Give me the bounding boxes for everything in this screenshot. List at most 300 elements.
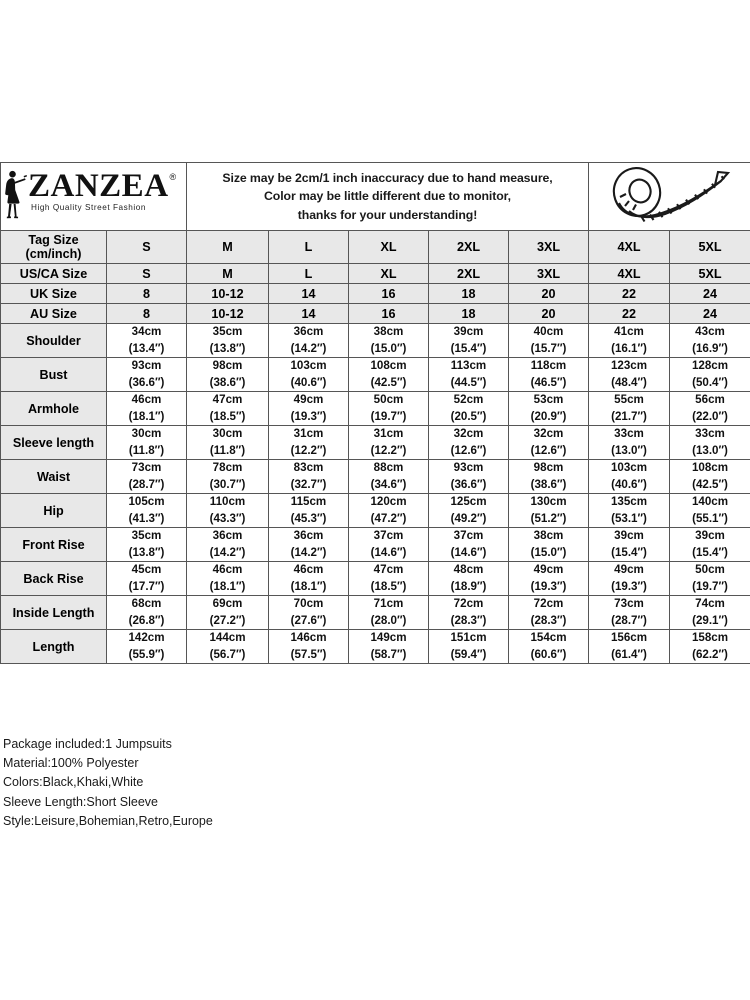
table-row-shoulder [1, 324, 750, 358]
value-inch: (43.3″) [209, 511, 246, 525]
cell-back-rise-0 [107, 562, 187, 596]
value-cm: 118cm [530, 359, 567, 372]
cell-armhole-3 [349, 392, 429, 426]
cell-hip-6 [589, 494, 670, 528]
table-row-armhole [1, 392, 750, 426]
cell-hip-2 [269, 494, 349, 528]
value-cm: 56cm [695, 393, 725, 406]
value-cm: 156cm [610, 631, 648, 644]
value-inch: (16.9″) [692, 341, 728, 355]
woman-silhouette-icon [1, 169, 27, 224]
row-label-us-ca-size: US/CA Size [1, 264, 107, 284]
value-cm: 39cm [695, 529, 725, 542]
table-row-au-size [1, 304, 750, 324]
row-label-back-rise: Back Rise [1, 562, 107, 596]
value-cm: 52cm [453, 393, 484, 406]
value-cm: 34cm [131, 325, 162, 338]
value-inch: (12.6″) [530, 443, 567, 457]
table-row-sleeve-length [1, 426, 750, 460]
value-inch: (42.5″) [692, 477, 728, 491]
table-row-inside-length [1, 596, 750, 630]
value-inch: (13.4″) [128, 341, 165, 355]
cell-waist-7 [670, 460, 750, 494]
value-cm: 32cm [533, 427, 564, 440]
cell-waist-6 [589, 460, 670, 494]
value-inch: (12.2″) [290, 443, 327, 457]
value-cm: 68cm [131, 597, 162, 610]
value-cm: 46cm [293, 563, 324, 576]
value-cm: 125cm [450, 495, 487, 508]
value-cm: 142cm [128, 631, 165, 644]
value-inch: (53.1″) [611, 511, 647, 525]
value-inch: (47.2″) [370, 511, 407, 525]
value-cm: 45cm [131, 563, 162, 576]
uk-size-m: 10-12 [187, 284, 269, 304]
cell-back-rise-6 [589, 562, 670, 596]
value-inch: (27.6″) [290, 613, 327, 627]
value-cm: 98cm [212, 359, 243, 372]
value-cm: 74cm [695, 597, 725, 610]
cell-inside-length-7 [670, 596, 750, 630]
row-label-tag-size [1, 231, 107, 264]
registered-trademark-icon: ® [169, 172, 177, 182]
cell-length-1 [187, 630, 269, 664]
cell-bust-4 [429, 358, 509, 392]
value-cm: 108cm [370, 359, 407, 372]
cell-inside-length-1 [187, 596, 269, 630]
cell-inside-length-2 [269, 596, 349, 630]
value-inch: (20.5″) [450, 409, 487, 423]
value-inch: (13.0″) [692, 443, 728, 457]
value-inch: (51.2″) [530, 511, 567, 525]
value-cm: 50cm [695, 563, 725, 576]
cell-armhole-1 [187, 392, 269, 426]
cell-hip-0 [107, 494, 187, 528]
cell-length-4 [429, 630, 509, 664]
value-inch: (20.9″) [530, 409, 567, 423]
au-size-xl: 16 [349, 304, 429, 324]
value-inch: (40.6″) [611, 477, 647, 491]
value-cm: 43cm [695, 325, 725, 338]
value-cm: 46cm [212, 563, 243, 576]
cell-waist-4 [429, 460, 509, 494]
value-cm: 123cm [610, 359, 648, 372]
value-cm: 149cm [370, 631, 407, 644]
value-cm: 30cm [212, 427, 243, 440]
cell-inside-length-5 [509, 596, 589, 630]
cell-armhole-0 [107, 392, 187, 426]
au-size-s: 8 [107, 304, 187, 324]
value-inch: (12.6″) [450, 443, 487, 457]
table-row-bust [1, 358, 750, 392]
cell-length-5 [509, 630, 589, 664]
cell-front-rise-2 [269, 528, 349, 562]
value-inch: (19.7″) [692, 579, 728, 593]
au-size-m: 10-12 [187, 304, 269, 324]
value-cm: 30cm [131, 427, 162, 440]
value-inch: (60.6″) [530, 647, 567, 661]
value-inch: (14.2″) [290, 341, 327, 355]
us-ca-size-s: S [107, 264, 187, 284]
us-ca-size-m: M [187, 264, 269, 284]
value-inch: (49.2″) [450, 511, 487, 525]
value-inch: (30.7″) [209, 477, 246, 491]
cell-waist-0 [107, 460, 187, 494]
us-ca-size-2xl: 2XL [429, 264, 509, 284]
cell-bust-3 [349, 358, 429, 392]
value-inch: (18.1″) [128, 409, 165, 423]
value-inch: (42.5″) [370, 375, 407, 389]
tag-size-m: M [187, 231, 269, 264]
value-cm: 73cm [614, 597, 644, 610]
cell-sleeve-length-5 [509, 426, 589, 460]
value-cm: 71cm [373, 597, 404, 610]
value-cm: 50cm [373, 393, 404, 406]
value-inch: (61.4″) [611, 647, 647, 661]
value-cm: 32cm [453, 427, 484, 440]
value-inch: (18.9″) [450, 579, 487, 593]
cell-bust-6 [589, 358, 670, 392]
cell-back-rise-3 [349, 562, 429, 596]
value-cm: 146cm [290, 631, 327, 644]
value-cm: 113cm [450, 359, 487, 372]
cell-back-rise-5 [509, 562, 589, 596]
notice-line-3: thanks for your understanding! [297, 207, 478, 222]
row-label-front-rise: Front Rise [1, 528, 107, 562]
cell-inside-length-0 [107, 596, 187, 630]
uk-size-s: 8 [107, 284, 187, 304]
cell-sleeve-length-4 [429, 426, 509, 460]
cell-front-rise-3 [349, 528, 429, 562]
value-cm: 128cm [691, 359, 729, 372]
value-cm: 40cm [533, 325, 564, 338]
value-cm: 115cm [290, 495, 327, 508]
cell-hip-5 [509, 494, 589, 528]
cell-hip-3 [349, 494, 429, 528]
tag-size-5xl: 5XL [670, 231, 750, 264]
value-cm: 154cm [530, 631, 567, 644]
us-ca-size-3xl: 3XL [509, 264, 589, 284]
value-cm: 144cm [209, 631, 246, 644]
value-cm: 130cm [530, 495, 567, 508]
us-ca-size-5xl: 5XL [670, 264, 750, 284]
uk-size-l: 14 [269, 284, 349, 304]
value-inch: (18.1″) [290, 579, 327, 593]
value-inch: (55.1″) [692, 511, 728, 525]
row-label-waist: Waist [1, 460, 107, 494]
value-cm: 36cm [293, 325, 324, 338]
value-inch: (57.5″) [290, 647, 327, 661]
cell-back-rise-1 [187, 562, 269, 596]
value-inch: (15.0″) [530, 545, 567, 559]
value-inch: (13.8″) [209, 341, 246, 355]
value-inch: (12.2″) [370, 443, 407, 457]
table-row-length [1, 630, 750, 664]
tag-size-3xl: 3XL [509, 231, 589, 264]
cell-waist-5 [509, 460, 589, 494]
value-inch: (45.3″) [290, 511, 327, 525]
notice-line-1: Size may be 2cm/1 inch inaccuracy due to hand measure, [222, 170, 553, 185]
cell-back-rise-2 [269, 562, 349, 596]
value-inch: (18.1″) [209, 579, 246, 593]
value-cm: 70cm [293, 597, 324, 610]
cell-shoulder-5 [509, 324, 589, 358]
value-cm: 33cm [695, 427, 725, 440]
value-cm: 158cm [691, 631, 729, 644]
value-cm: 47cm [373, 563, 404, 576]
value-inch: (28.3″) [530, 613, 567, 627]
value-cm: 49cm [533, 563, 564, 576]
value-cm: 33cm [614, 427, 644, 440]
us-ca-size-4xl: 4XL [589, 264, 670, 284]
value-cm: 37cm [453, 529, 484, 542]
row-label-sleeve-length: Sleeve length [1, 426, 107, 460]
value-inch: (58.7″) [370, 647, 407, 661]
value-inch: (56.7″) [209, 647, 246, 661]
value-cm: 31cm [293, 427, 324, 440]
cell-sleeve-length-7 [670, 426, 750, 460]
tag-size-4xl: 4XL [589, 231, 670, 264]
cell-sleeve-length-2 [269, 426, 349, 460]
table-row-hip [1, 494, 750, 528]
value-inch: (27.2″) [209, 613, 246, 627]
value-inch: (14.6″) [450, 545, 487, 559]
value-cm: 48cm [453, 563, 484, 576]
cell-waist-3 [349, 460, 429, 494]
cell-front-rise-4 [429, 528, 509, 562]
notice-line-2: Color may be little different due to monitor, [264, 189, 511, 204]
size-chart-table [0, 162, 750, 664]
row-label-au-size: AU Size [1, 304, 107, 324]
value-cm: 72cm [533, 597, 564, 610]
value-inch: (62.2″) [692, 647, 728, 661]
value-cm: 39cm [453, 325, 484, 338]
measuring-tape-cell [589, 163, 750, 231]
au-size-3xl: 20 [509, 304, 589, 324]
tag-size-line-1: Tag Size [28, 233, 79, 247]
value-inch: (28.7″) [128, 477, 165, 491]
cell-front-rise-1 [187, 528, 269, 562]
cell-length-2 [269, 630, 349, 664]
cell-shoulder-2 [269, 324, 349, 358]
value-inch: (36.6″) [128, 375, 165, 389]
value-inch: (44.5″) [450, 375, 487, 389]
cell-bust-1 [187, 358, 269, 392]
cell-back-rise-4 [429, 562, 509, 596]
cell-inside-length-6 [589, 596, 670, 630]
au-size-5xl: 24 [670, 304, 750, 324]
value-cm: 69cm [212, 597, 243, 610]
cell-shoulder-0 [107, 324, 187, 358]
table-row-front-rise [1, 528, 750, 562]
value-cm: 46cm [131, 393, 162, 406]
cell-armhole-6 [589, 392, 670, 426]
cell-bust-0 [107, 358, 187, 392]
table-row-back-rise [1, 562, 750, 596]
value-inch: (38.6″) [530, 477, 567, 491]
cell-waist-1 [187, 460, 269, 494]
value-cm: 49cm [614, 563, 644, 576]
brand-logo-cell [1, 163, 187, 231]
value-cm: 35cm [212, 325, 243, 338]
cell-front-rise-5 [509, 528, 589, 562]
value-cm: 38cm [373, 325, 404, 338]
size-chart-container [0, 162, 750, 664]
cell-shoulder-1 [187, 324, 269, 358]
table-row-tag-size [1, 231, 750, 264]
cell-back-rise-7 [670, 562, 750, 596]
uk-size-2xl: 18 [429, 284, 509, 304]
value-cm: 140cm [691, 495, 729, 508]
cell-inside-length-4 [429, 596, 509, 630]
value-inch: (14.2″) [209, 545, 246, 559]
cell-sleeve-length-0 [107, 426, 187, 460]
product-description [3, 735, 563, 831]
row-label-shoulder: Shoulder [1, 324, 107, 358]
tag-size-s: S [107, 231, 187, 264]
row-label-length: Length [1, 630, 107, 664]
cell-hip-4 [429, 494, 509, 528]
value-inch: (18.5″) [370, 579, 407, 593]
au-size-l: 14 [269, 304, 349, 324]
value-cm: 38cm [533, 529, 564, 542]
value-inch: (32.7″) [290, 477, 327, 491]
value-inch: (28.3″) [450, 613, 487, 627]
table-row-us-ca-size [1, 264, 750, 284]
value-inch: (28.0″) [370, 613, 407, 627]
value-cm: 93cm [131, 359, 162, 372]
value-inch: (26.8″) [128, 613, 165, 627]
value-inch: (15.4″) [450, 341, 487, 355]
value-cm: 49cm [293, 393, 324, 406]
measurement-notice [187, 163, 589, 231]
brand-tagline: High Quality Street Fashion [31, 203, 146, 213]
value-inch: (28.7″) [611, 613, 647, 627]
value-cm: 41cm [614, 325, 644, 338]
cell-bust-2 [269, 358, 349, 392]
cell-sleeve-length-1 [187, 426, 269, 460]
cell-length-0 [107, 630, 187, 664]
value-inch: (19.3″) [611, 579, 647, 593]
value-cm: 135cm [610, 495, 648, 508]
cell-inside-length-3 [349, 596, 429, 630]
uk-size-4xl: 22 [589, 284, 670, 304]
value-inch: (17.7″) [128, 579, 165, 593]
value-inch: (38.6″) [209, 375, 246, 389]
value-inch: (15.0″) [370, 341, 407, 355]
value-cm: 93cm [453, 461, 484, 474]
value-inch: (50.4″) [692, 375, 728, 389]
desc-style: Style:Leisure,Bohemian,Retro,Europe [3, 813, 213, 828]
au-size-2xl: 18 [429, 304, 509, 324]
value-inch: (13.8″) [128, 545, 165, 559]
value-cm: 72cm [453, 597, 484, 610]
value-cm: 55cm [614, 393, 644, 406]
cell-shoulder-6 [589, 324, 670, 358]
value-cm: 110cm [209, 495, 246, 508]
cell-armhole-5 [509, 392, 589, 426]
tag-size-l: L [269, 231, 349, 264]
uk-size-xl: 16 [349, 284, 429, 304]
cell-sleeve-length-6 [589, 426, 670, 460]
value-inch: (29.1″) [692, 613, 728, 627]
row-label-bust: Bust [1, 358, 107, 392]
tag-size-line-2: (cm/inch) [25, 247, 82, 261]
value-cm: 103cm [290, 359, 327, 372]
value-cm: 103cm [610, 461, 648, 474]
cell-front-rise-6 [589, 528, 670, 562]
value-inch: (15.4″) [611, 545, 647, 559]
value-cm: 39cm [614, 529, 644, 542]
cell-shoulder-7 [670, 324, 750, 358]
value-cm: 98cm [533, 461, 564, 474]
row-label-uk-size: UK Size [1, 284, 107, 304]
table-row-waist [1, 460, 750, 494]
value-inch: (21.7″) [611, 409, 647, 423]
value-inch: (36.6″) [450, 477, 487, 491]
uk-size-5xl: 24 [670, 284, 750, 304]
us-ca-size-xl: XL [349, 264, 429, 284]
tag-size-xl: XL [349, 231, 429, 264]
desc-sleeve-length: Sleeve Length:Short Sleeve [3, 794, 158, 809]
value-cm: 36cm [212, 529, 243, 542]
cell-bust-5 [509, 358, 589, 392]
desc-colors: Colors:Black,Khaki,White [3, 775, 144, 790]
value-inch: (19.7″) [370, 409, 407, 423]
value-cm: 120cm [370, 495, 407, 508]
value-inch: (19.3″) [290, 409, 327, 423]
desc-package: Package included:1 Jumpsuits [3, 737, 172, 751]
measuring-tape-icon [603, 163, 737, 225]
cell-sleeve-length-3 [349, 426, 429, 460]
value-inch: (14.6″) [370, 545, 407, 559]
cell-shoulder-3 [349, 324, 429, 358]
value-inch: (11.8″) [209, 443, 246, 457]
value-inch: (55.9″) [128, 647, 165, 661]
value-inch: (15.4″) [692, 545, 728, 559]
value-inch: (15.7″) [530, 341, 567, 355]
table-row-uk-size [1, 284, 750, 304]
cell-hip-7 [670, 494, 750, 528]
uk-size-3xl: 20 [509, 284, 589, 304]
cell-armhole-7 [670, 392, 750, 426]
cell-front-rise-0 [107, 528, 187, 562]
value-inch: (46.5″) [530, 375, 567, 389]
au-size-4xl: 22 [589, 304, 670, 324]
us-ca-size-l: L [269, 264, 349, 284]
value-inch: (41.3″) [128, 511, 165, 525]
value-cm: 31cm [373, 427, 404, 440]
value-cm: 105cm [128, 495, 165, 508]
cell-front-rise-7 [670, 528, 750, 562]
cell-hip-1 [187, 494, 269, 528]
value-cm: 53cm [533, 393, 564, 406]
value-cm: 35cm [131, 529, 162, 542]
value-inch: (18.5″) [209, 409, 246, 423]
value-inch: (48.4″) [611, 375, 647, 389]
tag-size-2xl: 2XL [429, 231, 509, 264]
cell-armhole-4 [429, 392, 509, 426]
value-cm: 83cm [293, 461, 324, 474]
value-inch: (34.6″) [370, 477, 407, 491]
cell-length-6 [589, 630, 670, 664]
value-inch: (59.4″) [450, 647, 487, 661]
cell-length-7 [670, 630, 750, 664]
row-label-inside-length: Inside Length [1, 596, 107, 630]
value-cm: 36cm [293, 529, 324, 542]
brand-name: ZANZEA [28, 168, 169, 204]
value-cm: 88cm [373, 461, 404, 474]
